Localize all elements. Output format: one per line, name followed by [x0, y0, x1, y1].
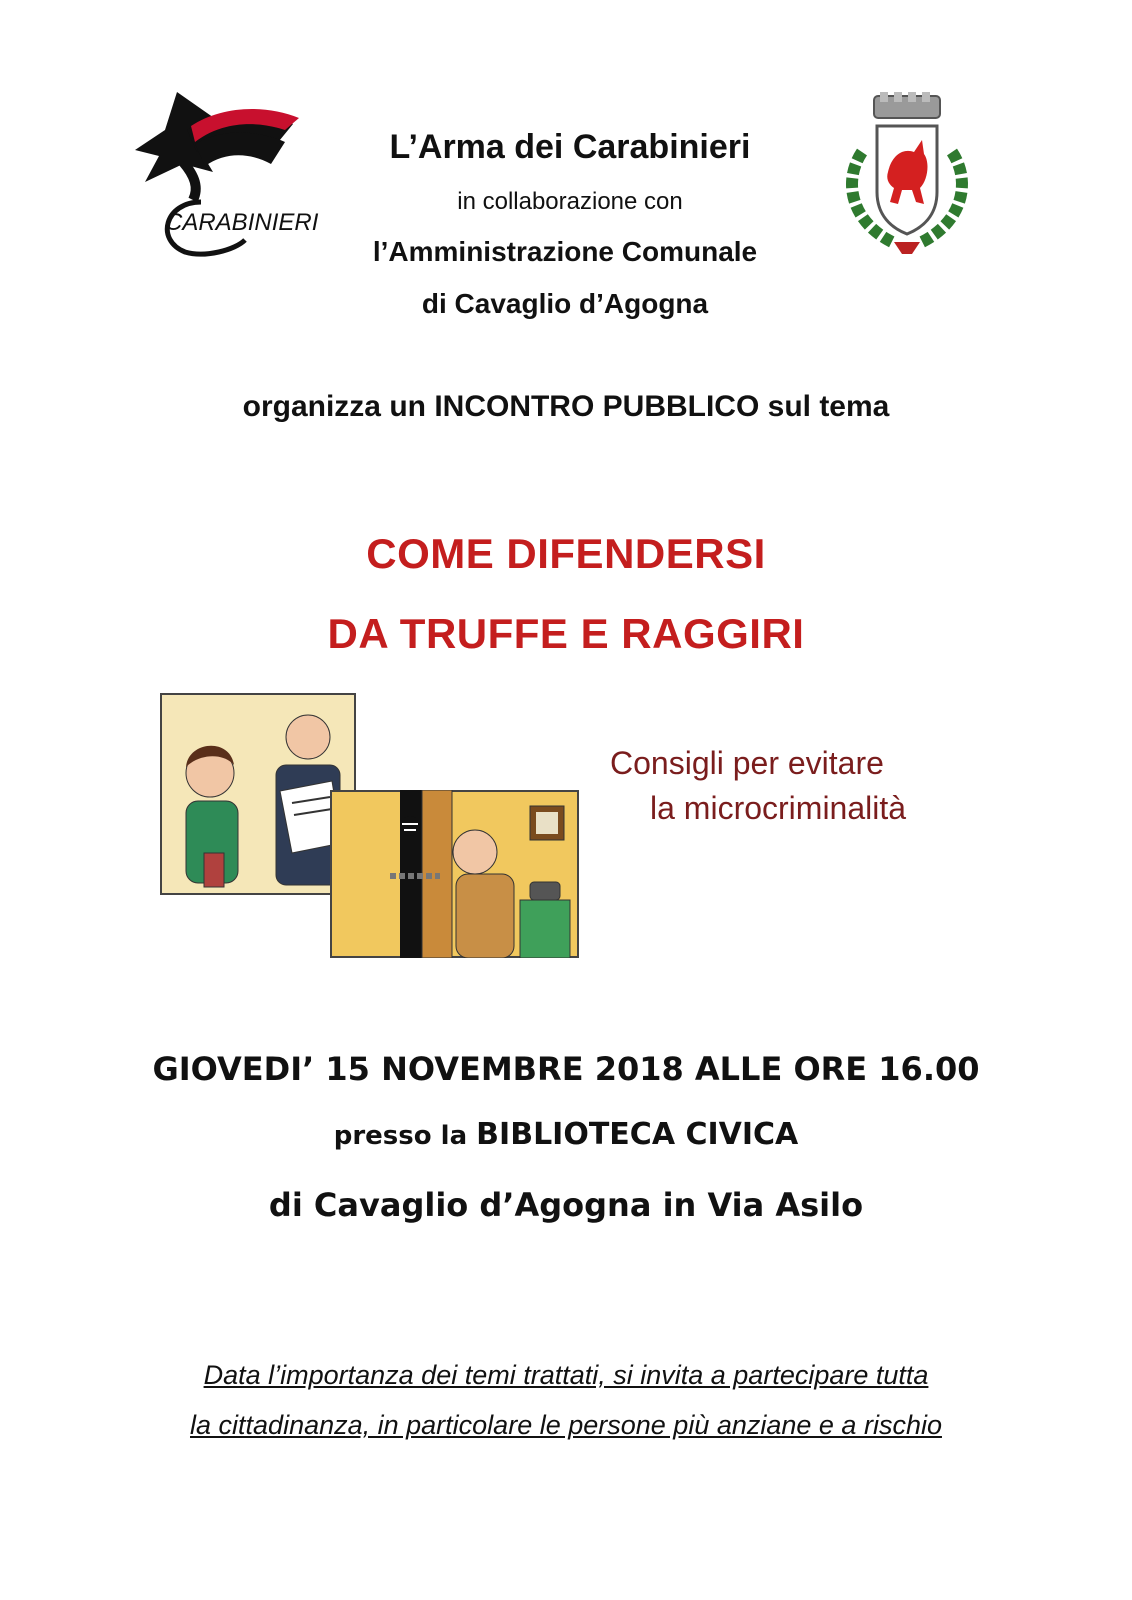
- coat-of-arms-logo: [832, 92, 982, 262]
- org-line-3: l’Amministrazione Comunale: [372, 236, 758, 267]
- org-line-2: in collaborazione con: [457, 188, 683, 215]
- carabinieri-logo-text: CARABINIERI: [165, 209, 319, 236]
- org-line-1: L’Arma dei Carabinieri: [389, 128, 751, 166]
- event-address: di Cavaglio d’Agogna in Via Asilo: [268, 1186, 864, 1224]
- note-line-2: la cittadinanza, in particolare le persone più anziane e a rischio: [190, 1410, 942, 1440]
- illustration-door-chain: [330, 790, 579, 958]
- carabinieri-logo: [125, 90, 325, 260]
- title-line-2: DA TRUFFE E RAGGIRI: [327, 610, 805, 657]
- event-location-line: [100, 1117, 1032, 1152]
- title-line-1: COME DIFENDERSI: [366, 530, 766, 577]
- note-line-1: Data l’importanza dei temi trattati, si invita a partecipare tutta: [203, 1360, 929, 1390]
- event-location-main: BIBLIOTECA CIVICA: [476, 1117, 799, 1152]
- illustration-scam-contract: [160, 693, 356, 895]
- org-line-4: di Cavaglio d’Agogna: [421, 288, 709, 319]
- event-date-time: GIOVEDI’ 15 NOVEMBRE 2018 ALLE ORE 16.00: [152, 1050, 980, 1088]
- subtitle-line-2: la microcriminalità: [650, 790, 907, 826]
- subtitle-line-1: Consigli per evitare: [610, 745, 884, 781]
- intro-line: organizza un INCONTRO PUBBLICO sul tema: [242, 390, 890, 423]
- event-location-prefix: presso la: [333, 1121, 477, 1151]
